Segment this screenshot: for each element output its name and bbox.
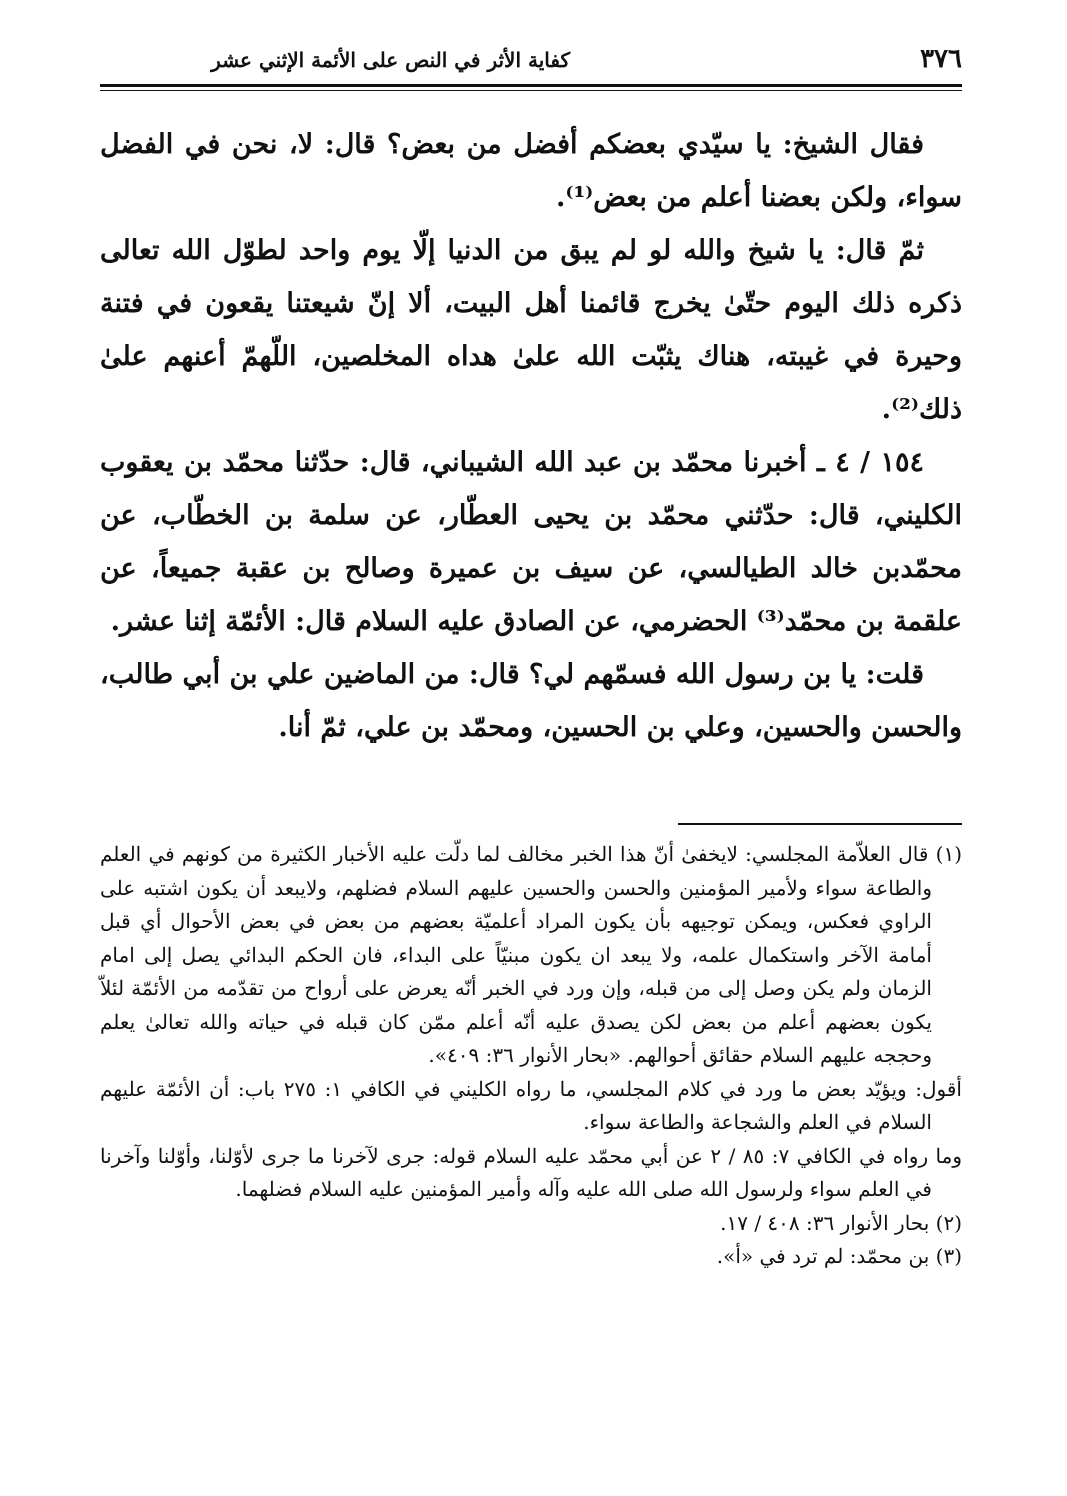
main-paragraph-2: ثمّ قال: يا شيخ والله لو لم يبق من الدنيا إلّا يوم واحد لطوّل الله تعالى ذكره ذلك اليوم حتّىٰ يخرج قائمنا أهل البيت، ألا إنّ شيعتنا يقعون في فتنة وحيرة في غيبته، هناك يثبّت الله علىٰ هداه المخلصين، اللّهمّ أعنهم علىٰ ذلك⁽²⁾. [100, 235, 962, 425]
main-paragraph-1: فقال الشيخ: يا سيّدي بعضكم أفضل من بعض؟ قال: لا، نحن في الفضل سواء، ولكن بعضنا أعلم من بعض⁽¹⁾. [100, 129, 962, 213]
header-rule-thick [100, 84, 962, 87]
footnote-1-addendum-b: وما رواه في الكافي ٧: ٨٥ / ٢ عن أبي محمّد عليه السلام قوله: جرى لآخرنا ما جرى لأوّلنا، وأوّلنا وآخرنا في العلم سواء ولرسول الله صلى الله عليه وآله وأمير المؤمنين عليه السلام فضلهما. [100, 1143, 963, 1201]
page-header [100, 36, 962, 88]
footnote-2: (٢) بحار الأنوار ٣٦: ٤٠٨ / ١٧. [720, 1210, 962, 1235]
footnotes [100, 838, 962, 1274]
footnote-3: (٣) بن محمّد: لم ترد في «أ». [716, 1244, 962, 1268]
footnote-separator [678, 823, 962, 825]
main-paragraph-4: قلت: يا بن رسول الله فسمّهم لي؟ قال: من الماضين علي بن أبي طالب، والحسن والحسين، وعلي بن الحسين، ومحمّد بن علي، ثمّ أنا. [99, 659, 962, 743]
header-rule-thin [100, 90, 962, 91]
footnote-1: (١) قال العلاّمة المجلسي: لايخفىٰ أنّ هذا الخبر مخالف لما دلّت عليه الأخبار الكثيرة من كونهم في العلم والطاعة سواء ولأمير المؤمنين والحسن والحسين عليهم السلام فضلهم، ولايبعد أن يكون اشتبه على الراوي فعكس، ويمكن توجيهه بأن يكون المراد أعلميّة بعضهم من بعض في بعض الأحوال أي قبل أمامة الآخر واستكمال علمه، ولا يبعد ان يكون مبنيّاً على البداء، فان الحكم البدائي يصل إلى امام الزمان ولم يكن وصل إلى من قبله، وإن ورد في الخبر أنّه يعرض على أرواح من تقدّمه من الأئمّة لئلاّ يكون بعضهم أعلم من بعض لكن يصدق عليه أنّه أعلم ممّن كان قبله في حياته والله تعالىٰ يعلم وحججه عليهم السلام حقائق أحوالهم. «بحار الأنوار ٣٦: ٤٠٩». [100, 842, 962, 1067]
footnote-1-addendum-a: أقول: ويؤيّد بعض ما ورد في كلام المجلسي، ما رواه الكليني في الكافي ١: ٢٧٥ باب: أن الأئمّة عليهم السلام في العلم والشجاعة والطاعة سواء. [100, 1076, 962, 1134]
book-title: كفاية الأثر في النص على الأئمة الإثني عشر [211, 48, 570, 72]
page-number: ٣٧٦ [920, 44, 962, 74]
main-paragraph-3: ١٥٤ / ٤ ـ أخبرنا محمّد بن عبد الله الشيباني، قال: حدّثنا محمّد بن يعقوب الكليني، قال: حدّثني محمّد بن يحيى العطّار، عن سلمة بن الخطّاب، عن محمّدبن خالد الطيالسي، عن سيف بن عميرة وصالح بن عقبة جميعاً، عن علقمة بن محمّد⁽³⁾ الحضرمي، عن الصادق عليه السلام قال: الأئمّة إثنا عشر. [100, 447, 962, 637]
main-text [100, 118, 962, 754]
